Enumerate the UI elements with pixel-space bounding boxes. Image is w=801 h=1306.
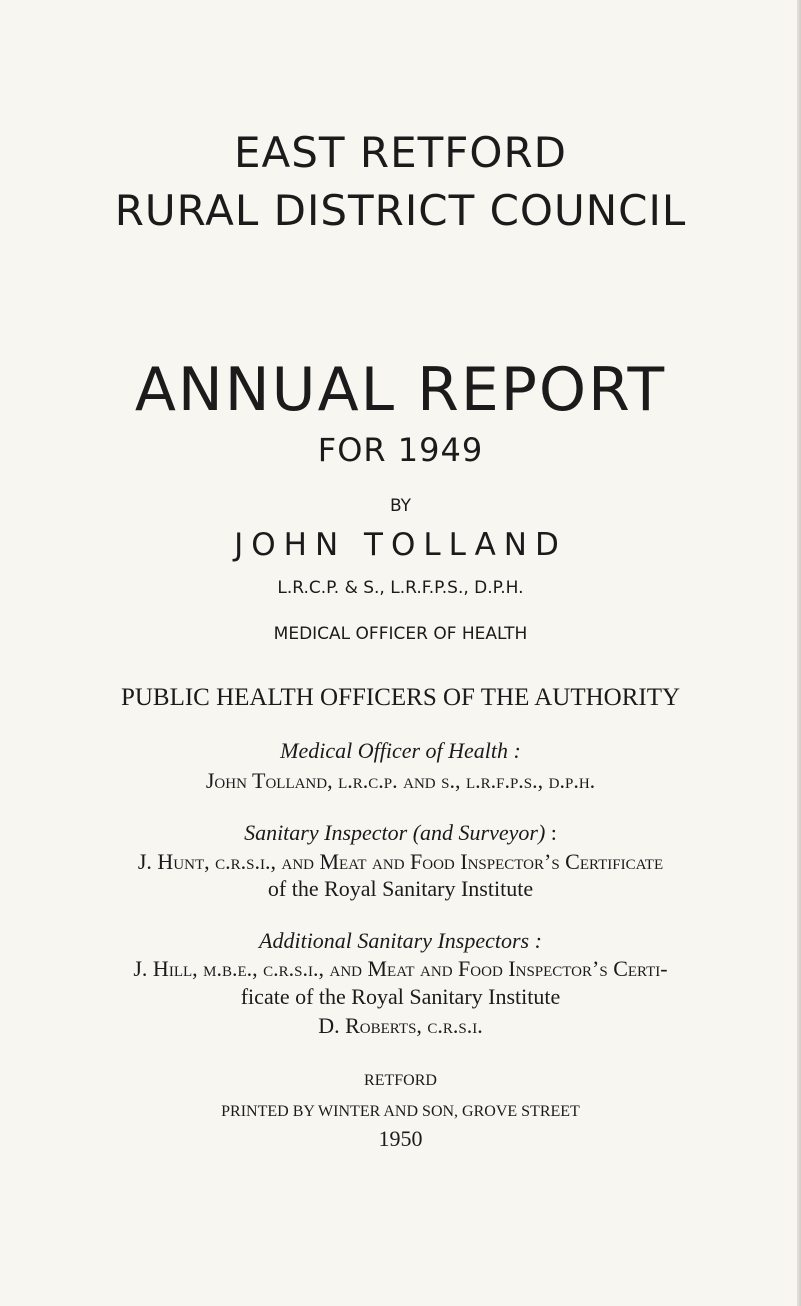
imprint-printer: PRINTED BY WINTER AND SON, GROVE STREET [221,1103,580,1120]
sanitary-inspector-title-colon: : [545,820,557,845]
imprint-place: RETFORD [364,1072,437,1089]
by-label: BY [389,496,412,516]
council-name-line2: RURAL DISTRICT COUNCIL [114,186,687,235]
sanitary-inspector-title-main: Sanitary Inspector [244,820,408,845]
additional-inspectors-line2: ficate of the Royal Sanitary Institute [240,984,561,1009]
author-qualifications: L.R.C.P. & S., L.R.F.P.S., D.P.H. [277,578,524,598]
additional-inspectors-line3: D. Roberts, c.r.s.i. [318,1013,483,1038]
additional-inspectors-title: Additional Sanitary Inspectors : [259,928,542,953]
report-year: FOR 1949 [317,431,484,469]
author-role: MEDICAL OFFICER OF HEALTH [273,624,528,644]
sanitary-inspector-title-paren: (and Surveyor) [412,820,546,845]
moh-name: John Tolland, l.r.c.p. and s., l.r.f.p.s., d.p.h. [205,768,596,793]
officers-heading: PUBLIC HEALTH OFFICERS OF THE AUTHORITY [120,684,681,711]
sanitary-inspector-line1: J. Hunt, c.r.s.i., and Meat and Food Inspector’s Certificate [137,849,664,874]
council-name-line1: EAST RETFORD [233,128,568,177]
report-title: ANNUAL REPORT [134,355,667,425]
additional-inspectors-line1: J. Hill, m.b.e., c.r.s.i., and Meat and Food Inspector’s Certi- [133,956,668,981]
moh-title: Medical Officer of Health : [280,738,521,763]
sanitary-inspector-title [0,820,801,846]
sanitary-inspector-line2: of the Royal Sanitary Institute [267,876,534,901]
imprint-year: 1950 [378,1126,423,1151]
author-name: JOHN TOLLAND [234,527,567,563]
